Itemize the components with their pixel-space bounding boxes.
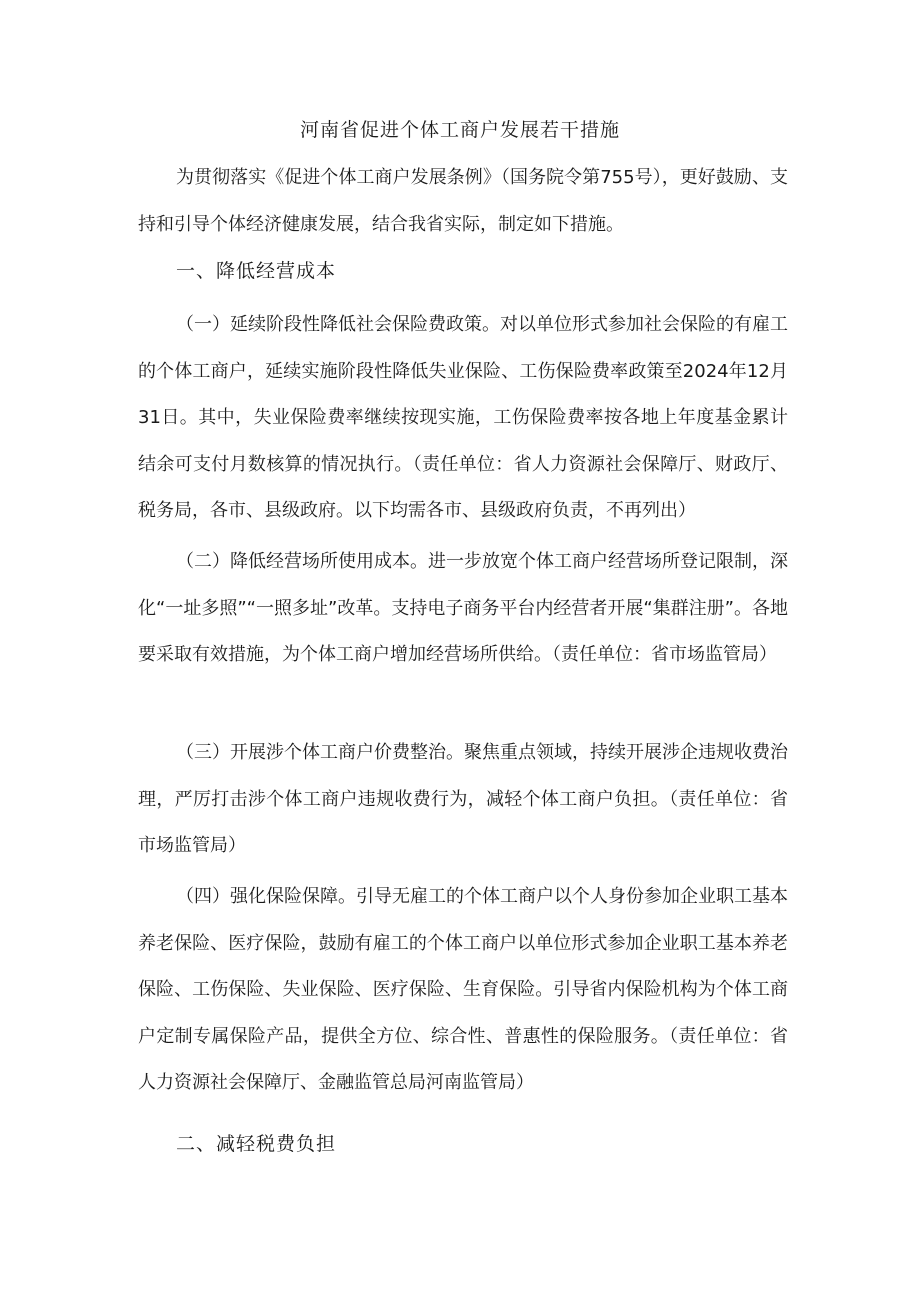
measure-paragraph-2: （二）降低经营场所使用成本。进一步放宽个体工商户经营场所登记限制，深化“一址多照”“一照多址”改革。支持电子商务平台内经营者开展“集群注册”。各地要采取有效措施，为个体工商户增加经营场所供给。（责任单位：省市场监管局） xyxy=(138,551,788,665)
measure-paragraph-3: （三）开展涉个体工商户价费整治。聚焦重点领域，持续开展涉企违规收费治理，严厉打击涉个体工商户违规收费行为，减轻个体工商户负担。（责任单位：省市场监管局） xyxy=(138,742,788,856)
measure-paragraph-4: （四）强化保险保障。引导无雇工的个体工商户以个人身份参加企业职工基本养老保险、医疗保险，鼓励有雇工的个体工商户以单位形式参加企业职工基本养老保险、工伤保险、失业保险、医疗保险、生育保险。引导省内保险机构为个体工商户定制专属保险产品，提供全方位、综合性、普惠性的保险服务。（责任单位：省人力资源社会保障厅、金融监管总局河南监管局） xyxy=(138,886,788,1093)
intro-paragraph: 为贯彻落实《促进个体工商户发展条例》（国务院令第755号），更好鼓励、支持和引导个体经济健康发展，结合我省实际，制定如下措施。 xyxy=(138,167,788,235)
measure-paragraph-1: （一）延续阶段性降低社会保险费政策。对以单位形式参加社会保险的有雇工的个体工商户，延续实施阶段性降低失业保险、工伤保险费率政策至2024年12月31日。其中，失业保险费率继续按现实施，工伤保险费率按各地上年度基金累计结余可支付月数核算的情况执行。（责任单位：省人力资源社会保障厅、财政厅、税务局，各市、县级政府。以下均需各市、县级政府负责，不再列出） xyxy=(138,314,788,521)
section-heading-2: 二、减轻税费负担 xyxy=(176,1133,337,1155)
section-heading-1: 一、降低经营成本 xyxy=(176,260,337,282)
document-title: 河南省促进个体工商户发展若干措施 xyxy=(299,119,620,141)
